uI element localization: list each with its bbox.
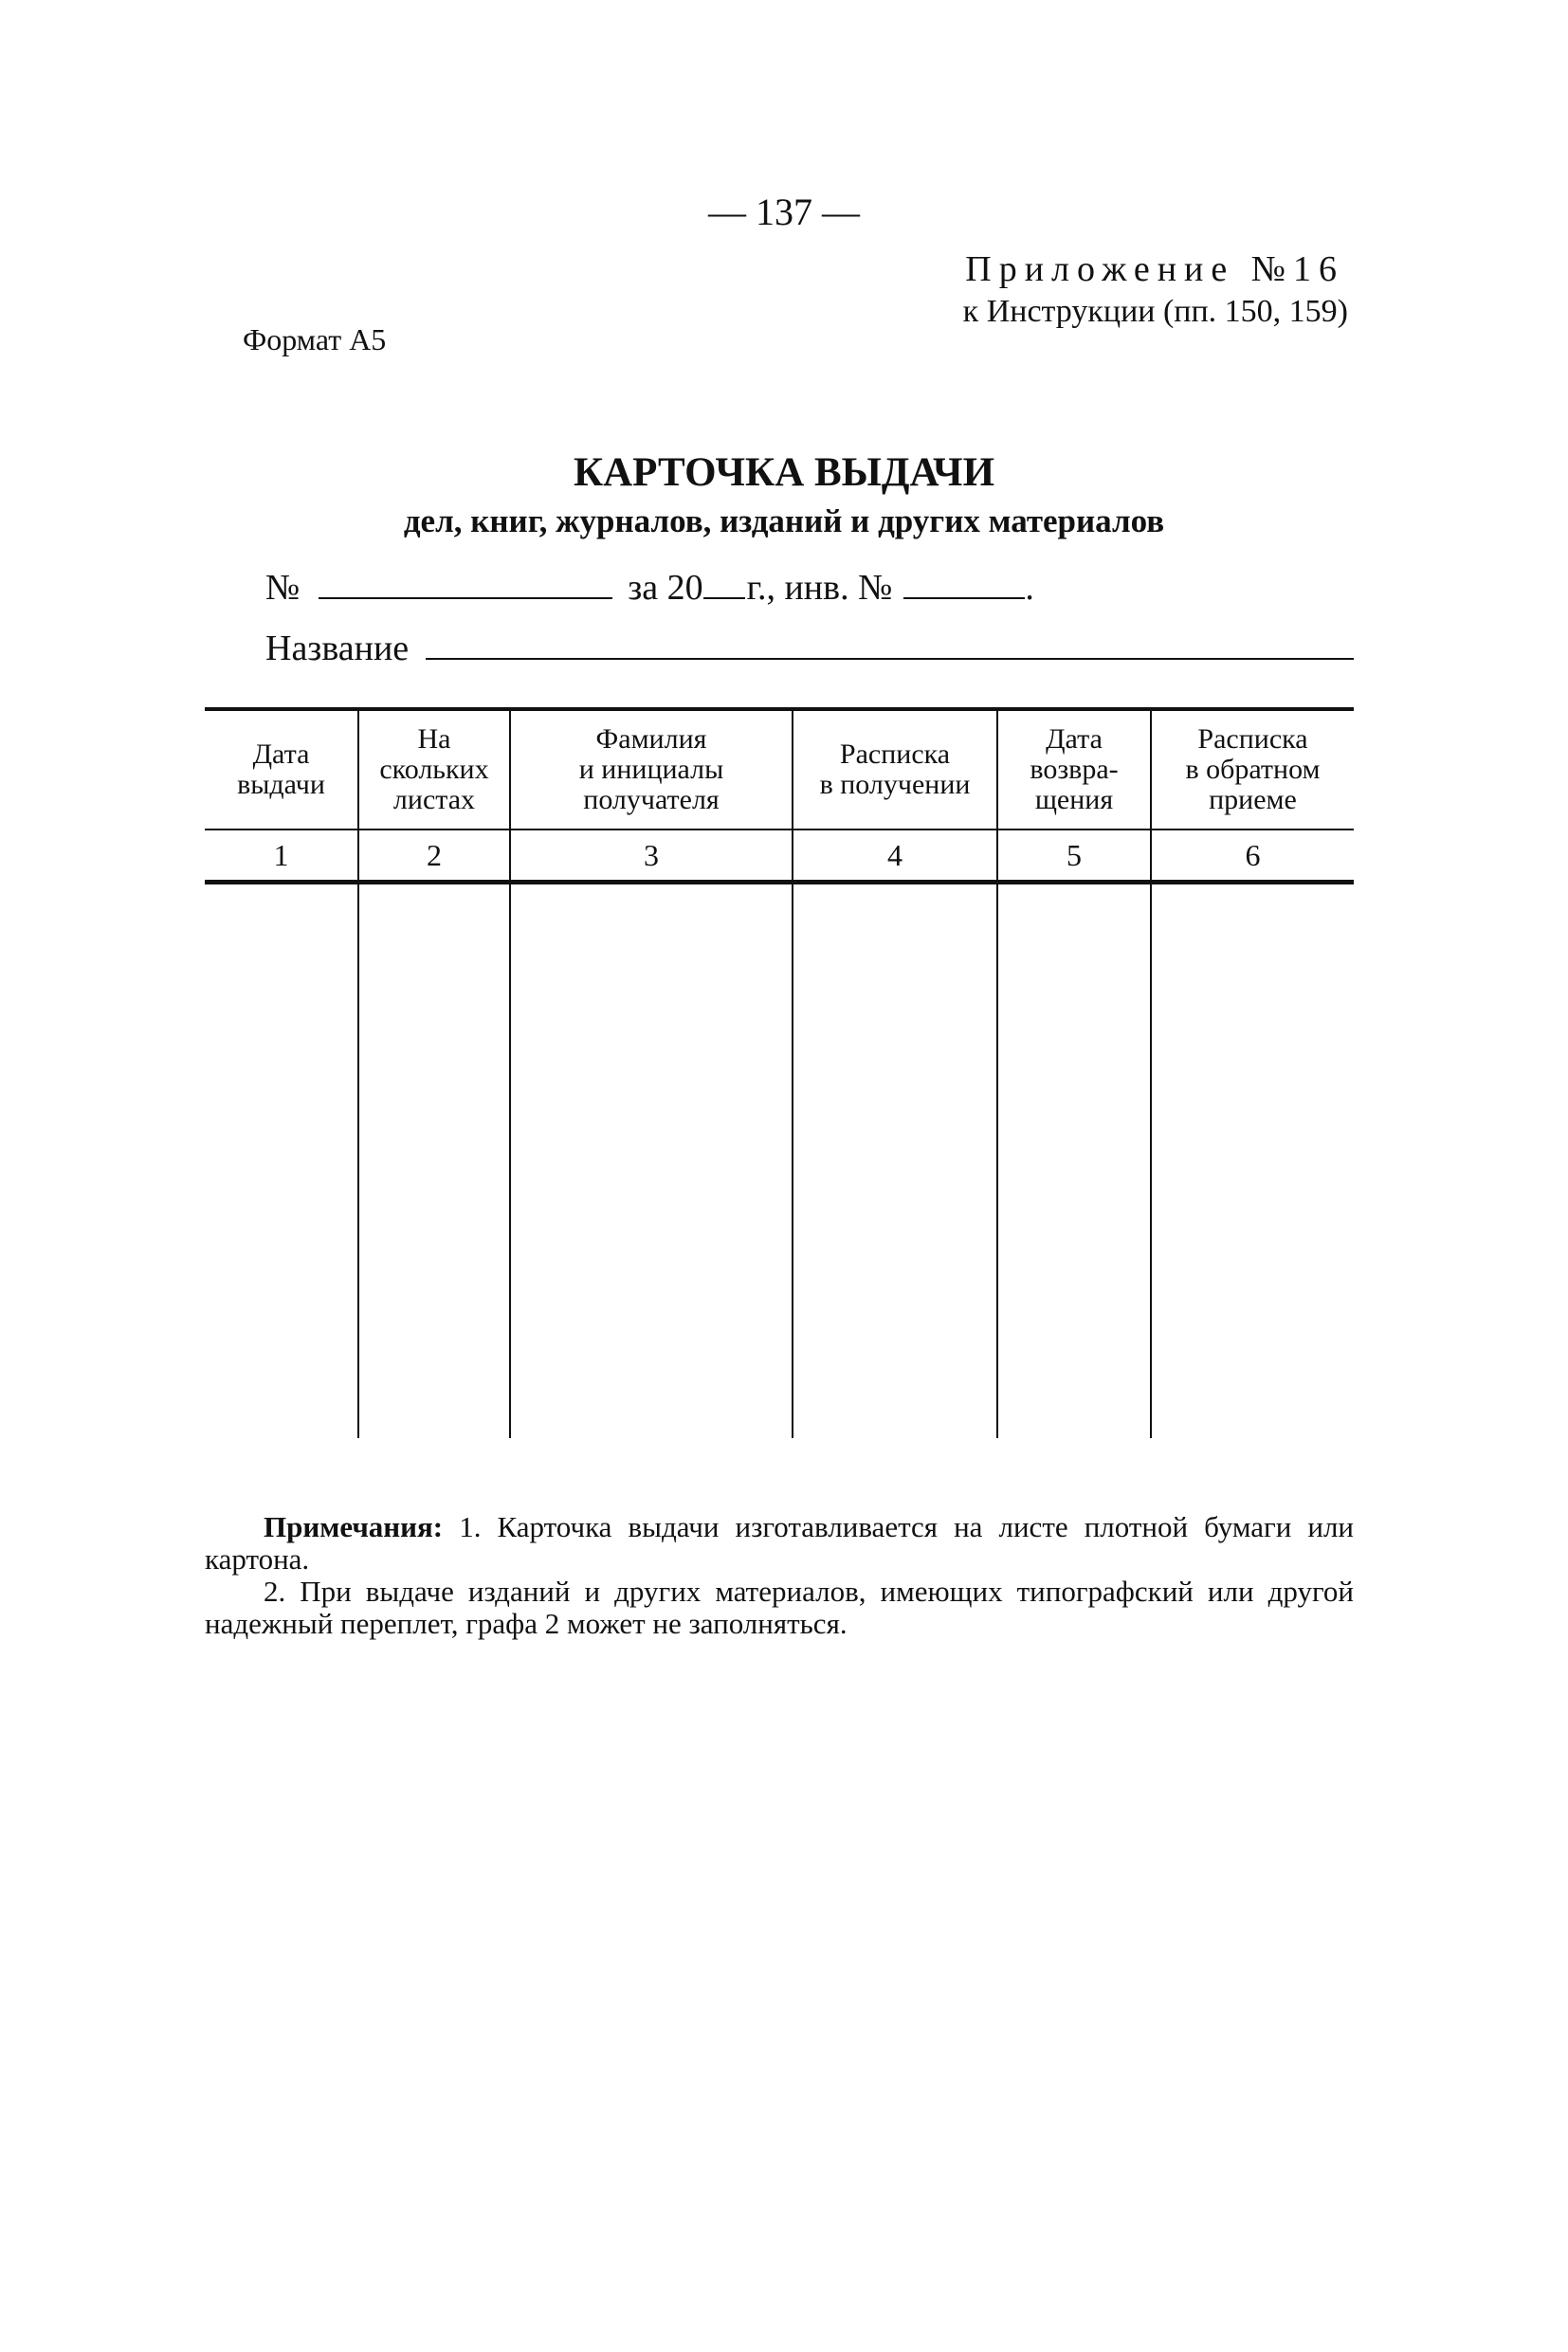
year-label: за 20 [628, 568, 703, 608]
appendix-reference: к Инструкции (пп. 150, 159) [962, 294, 1348, 329]
header-line: Дата [1046, 723, 1103, 755]
receipt-signature-cell[interactable] [793, 883, 997, 1439]
number-label: № [265, 568, 301, 608]
card-number-field[interactable] [319, 569, 612, 599]
recipient-name-cell[interactable] [510, 883, 793, 1439]
header-line: скольких [379, 754, 489, 785]
header-issue-date [205, 709, 358, 830]
column-number-row [205, 830, 1354, 883]
column-number: 3 [510, 830, 793, 883]
notes-section [205, 1511, 1354, 1640]
sheet-count-cell[interactable] [358, 883, 510, 1439]
header-line: получателя [583, 784, 720, 815]
note-1 [205, 1511, 1354, 1576]
return-date-cell[interactable] [997, 883, 1151, 1439]
header-line: листах [392, 784, 476, 815]
header-return-signature [1151, 709, 1354, 830]
header-line: возвра- [1030, 754, 1119, 785]
column-number: 2 [358, 830, 510, 883]
end-period: . [1025, 568, 1034, 608]
name-field[interactable] [426, 629, 1354, 660]
header-line: Фамилия [595, 723, 707, 755]
year-field[interactable] [703, 569, 745, 599]
column-number: 5 [997, 830, 1151, 883]
header-line: в обратном [1185, 754, 1321, 785]
format-label: Формат А5 [243, 322, 387, 356]
table-header-row [205, 709, 1354, 830]
header-line: Дата [252, 738, 310, 770]
note-2: 2. При выдаче изданий и других материалов, имеющих типографский или другой надежный переплет, графа 2 может не заполняться. [205, 1575, 1354, 1640]
issue-date-cell[interactable] [205, 883, 358, 1439]
header-recipient-name [510, 709, 793, 830]
header-line: Расписка [1197, 723, 1308, 755]
header-line: Расписка [839, 738, 951, 770]
card-number-line [265, 567, 1034, 609]
year-suffix: г., инв. № [746, 568, 893, 608]
column-number: 6 [1151, 830, 1354, 883]
header-line: в получении [819, 769, 971, 800]
page-number: — 137 — [708, 191, 860, 233]
header-line: приеме [1209, 784, 1297, 815]
header-line: щения [1034, 784, 1114, 815]
issue-table [205, 707, 1354, 1433]
name-label: Название [265, 629, 410, 668]
header-line: На [417, 723, 451, 755]
notes-lead: Примечания: [264, 1510, 444, 1543]
card-subtitle: дел, книг, журналов, изданий и других материалов [403, 502, 1165, 539]
table-body-row [205, 883, 1354, 1439]
column-number: 4 [793, 830, 997, 883]
return-signature-cell[interactable] [1151, 883, 1354, 1439]
card-title: КАРТОЧКА ВЫДАЧИ [573, 450, 995, 495]
header-line: выдачи [237, 769, 325, 800]
column-number: 1 [205, 830, 358, 883]
note-1-text: 1. Карточка выдачи изготавливается на листе плотной бумаги или картона. [205, 1510, 1355, 1576]
header-receipt-signature [793, 709, 997, 830]
name-line [265, 628, 1354, 669]
header-sheet-count [358, 709, 510, 830]
inventory-number-field[interactable] [903, 569, 1025, 599]
header-return-date [997, 709, 1151, 830]
appendix-title: Приложение №16 [965, 249, 1344, 289]
header-line: и инициалы [578, 754, 724, 785]
